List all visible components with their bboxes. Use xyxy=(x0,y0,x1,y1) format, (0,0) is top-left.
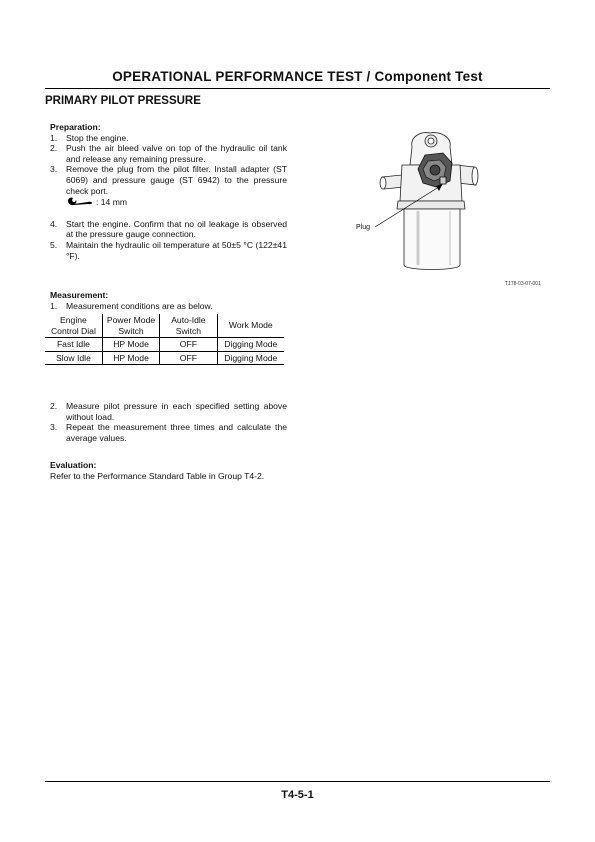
prep-step-3: Remove the plug from the pilot filter. Install adapter (ST 6069) and pressure gauge (ST 6942) to the pressure check port. xyxy=(66,164,287,196)
measurement-steps xyxy=(50,301,287,312)
list-item: 1. Stop the engine. xyxy=(50,133,287,144)
col-auto-idle-switch: Auto-Idle Switch xyxy=(160,314,217,338)
col-work-mode: Work Mode xyxy=(217,314,284,338)
list-item: 3. Remove the plug from the pilot filter. Install adapter (ST 6069) and pressure gauge (ST 6942) to the pressure check port. xyxy=(50,164,287,196)
page-number: T4-5-1 xyxy=(281,789,314,801)
plug-callout-label: Plug xyxy=(356,224,371,231)
meas-step-1: Measurement conditions are as below. xyxy=(66,300,213,311)
list-item: 1. Measurement conditions are as below. xyxy=(50,301,287,312)
measurement-steps-after xyxy=(50,401,287,443)
prep-step-4: Start the engine. Confirm that no oil leakage is observed at the pressure gauge connection. xyxy=(66,218,287,240)
plug-leader-line xyxy=(370,170,450,235)
figure-id: T178-03-07-001 xyxy=(505,281,541,287)
table-cell: HP Mode xyxy=(102,338,159,352)
section-title: PRIMARY PILOT PRESSURE xyxy=(45,95,201,107)
prep-step-5: Maintain the hydraulic oil temperature at 50±5 °C (122±41 °F). xyxy=(66,239,287,261)
footer-rule xyxy=(45,781,550,782)
table-cell: OFF xyxy=(160,351,217,365)
meas-step-3: Repeat the measurement three times and calculate the average values. xyxy=(66,422,287,443)
table-cell: OFF xyxy=(160,338,217,352)
measurement-conditions-table xyxy=(45,314,284,365)
list-item: 2. Push the air bleed valve on top of the hydraulic oil tank and release any remaining pressure. xyxy=(50,143,287,164)
page-header-title: OPERATIONAL PERFORMANCE TEST / Component Test xyxy=(112,69,483,84)
list-item: 5. Maintain the hydraulic oil temperature at 50±5 °C (122±41 °F). xyxy=(50,239,287,261)
list-item: 2. Measure pilot pressure in each specified setting above without load. xyxy=(50,401,287,422)
table-cell: Digging Mode xyxy=(217,338,284,352)
col-engine-control-dial: Engine Control Dial xyxy=(45,314,102,338)
preparation-steps xyxy=(50,133,287,197)
list-item: 3. Repeat the measurement three times and calculate the average values. xyxy=(50,422,287,443)
evaluation-text: Refer to the Performance Standard Table in Group T4-2. xyxy=(50,470,265,481)
meas-step-2: Measure pilot pressure in each specified setting above without load. xyxy=(66,401,287,422)
prep-step-2: Push the air bleed valve on top of the hydraulic oil tank and release any remaining pressure. xyxy=(66,143,287,164)
col-power-mode-switch: Power Mode Switch xyxy=(102,314,159,338)
header-rule xyxy=(45,88,550,89)
preparation-steps-cont xyxy=(50,219,287,261)
table-cell: HP Mode xyxy=(102,351,159,365)
measurement-heading: Measurement: xyxy=(50,290,109,300)
table-cell: Digging Mode xyxy=(217,351,284,365)
preparation-heading: Preparation: xyxy=(50,122,101,132)
table-row xyxy=(45,351,284,365)
list-item: 4. Start the engine. Confirm that no oil leakage is observed at the pressure gauge connection. xyxy=(50,218,287,240)
table-cell: Slow Idle xyxy=(45,351,102,365)
wrench-size-row xyxy=(66,196,287,209)
evaluation-heading: Evaluation: xyxy=(50,460,97,470)
table-cell: Fast Idle xyxy=(45,338,102,352)
wrench-size-text: : 14 mm xyxy=(96,197,128,208)
table-row xyxy=(45,338,284,352)
evaluation-block xyxy=(50,460,287,481)
table-header-row xyxy=(45,314,284,338)
preparation-block xyxy=(50,122,287,261)
prep-step-1: Stop the engine. xyxy=(66,132,129,143)
wrench-icon xyxy=(66,196,94,209)
measurement-block xyxy=(50,290,287,311)
